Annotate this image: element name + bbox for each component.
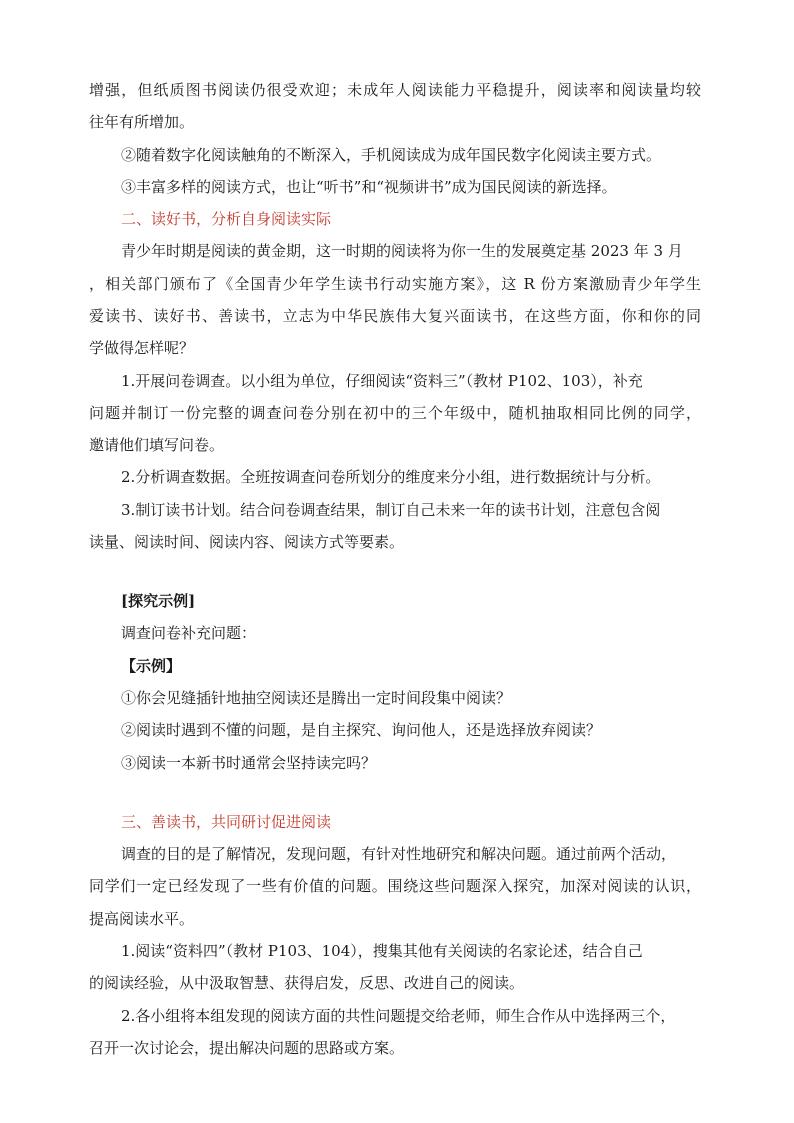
paragraph-line: 学做得怎样呢？ xyxy=(89,339,195,357)
paragraph-line: 1.开展问卷调查。以小组为单位，仔细阅读“资料三”（教材 P102、103），补充 xyxy=(121,372,643,390)
section-heading-2: 二、读好书，分析自身阅读实际 xyxy=(121,210,332,228)
explore-example-title: [探究示例] xyxy=(121,592,196,610)
paragraph-line: ③丰富多样的阅读方式，也让“听书”和“视频讲书”成为国民阅读的新选择。 xyxy=(121,178,617,196)
paragraph-line: 3.制订读书计划。结合问卷调查结果，制订自己未来一年的读书计划，注意包含阅 xyxy=(121,501,661,519)
paragraph-line: 的阅读经验，从中汲取智慧、获得启发，反思、改进自己的阅读。 xyxy=(89,974,525,992)
paragraph-line: 爱读书、读好书、善读书，立志为中华民族伟大复兴面读书，在这些方面，你和你的同 xyxy=(89,307,701,325)
paragraph-line: 2.各小组将本组发现的阅读方面的共性问题提交给老师，师生合作从中选择两三个， xyxy=(121,1007,676,1025)
paragraph-line: 提高阅读水平。 xyxy=(89,910,195,928)
paragraph-line: 青少年时期是阅读的黄金期，这一时期的阅读将为你一生的发展奠定基 2023 年 3 月 xyxy=(121,242,683,260)
paragraph-line: 同学们一定已经发现了一些有价值的问题。围绕这些问题深入探究，加深对阅读的认识， xyxy=(89,877,701,895)
paragraph-line: ②随着数字化阅读触角的不断深入，手机阅读成为成年国民数字化阅读主要方式。 xyxy=(121,146,662,164)
paragraph-line: 召开一次讨论会，提出解决问题的思路或方案。 xyxy=(89,1039,405,1057)
section-heading-3: 三、善读书，共同研讨促进阅读 xyxy=(121,813,332,831)
paragraph-line: 2.分析调查数据。全班按调查问卷所划分的维度来分小组，进行数据统计与分析。 xyxy=(121,468,661,486)
question-item: ③阅读一本新书时通常会坚持读完吗？ xyxy=(121,754,377,772)
paragraph-line: 读量、阅读时间、阅读内容、阅读方式等要素。 xyxy=(89,533,405,551)
paragraph-line: 调查的目的是了解情况，发现问题，有针对性地研究和解决问题。通过前两个活动， xyxy=(121,845,677,863)
paragraph-line: 增强，但纸质图书阅读仍很受欢迎；未成年人阅读能力平稳提升，阅读率和阅读量均较 xyxy=(89,81,701,99)
paragraph-line: 1.阅读“资料四”（教材 P103、104），搜集其他有关阅读的名家论述，结合自己 xyxy=(121,942,643,960)
example-title: 【示例】 xyxy=(121,657,182,675)
question-item: ②阅读时遇到不懂的问题，是自主探究、询问他人，还是选择放弃阅读？ xyxy=(121,721,602,739)
paragraph-line: 问题并制订一份完整的调查问卷分别在初中的三个年级中，随机抽取相同比例的同学， xyxy=(89,404,701,422)
paragraph-line: ，相关部门颁布了《全国青少年学生读书行动实施方案》，这 R 份方案激励青少年学生 xyxy=(89,275,701,293)
question-item: ①你会见缝插针地抽空阅读还是腾出一定时间段集中阅读？ xyxy=(121,689,512,707)
paragraph-line: 邀请他们填写问卷。 xyxy=(89,436,225,454)
paragraph-line: 调查问卷补充问题： xyxy=(121,624,257,642)
paragraph-line: 往年有所增加。 xyxy=(89,113,195,131)
